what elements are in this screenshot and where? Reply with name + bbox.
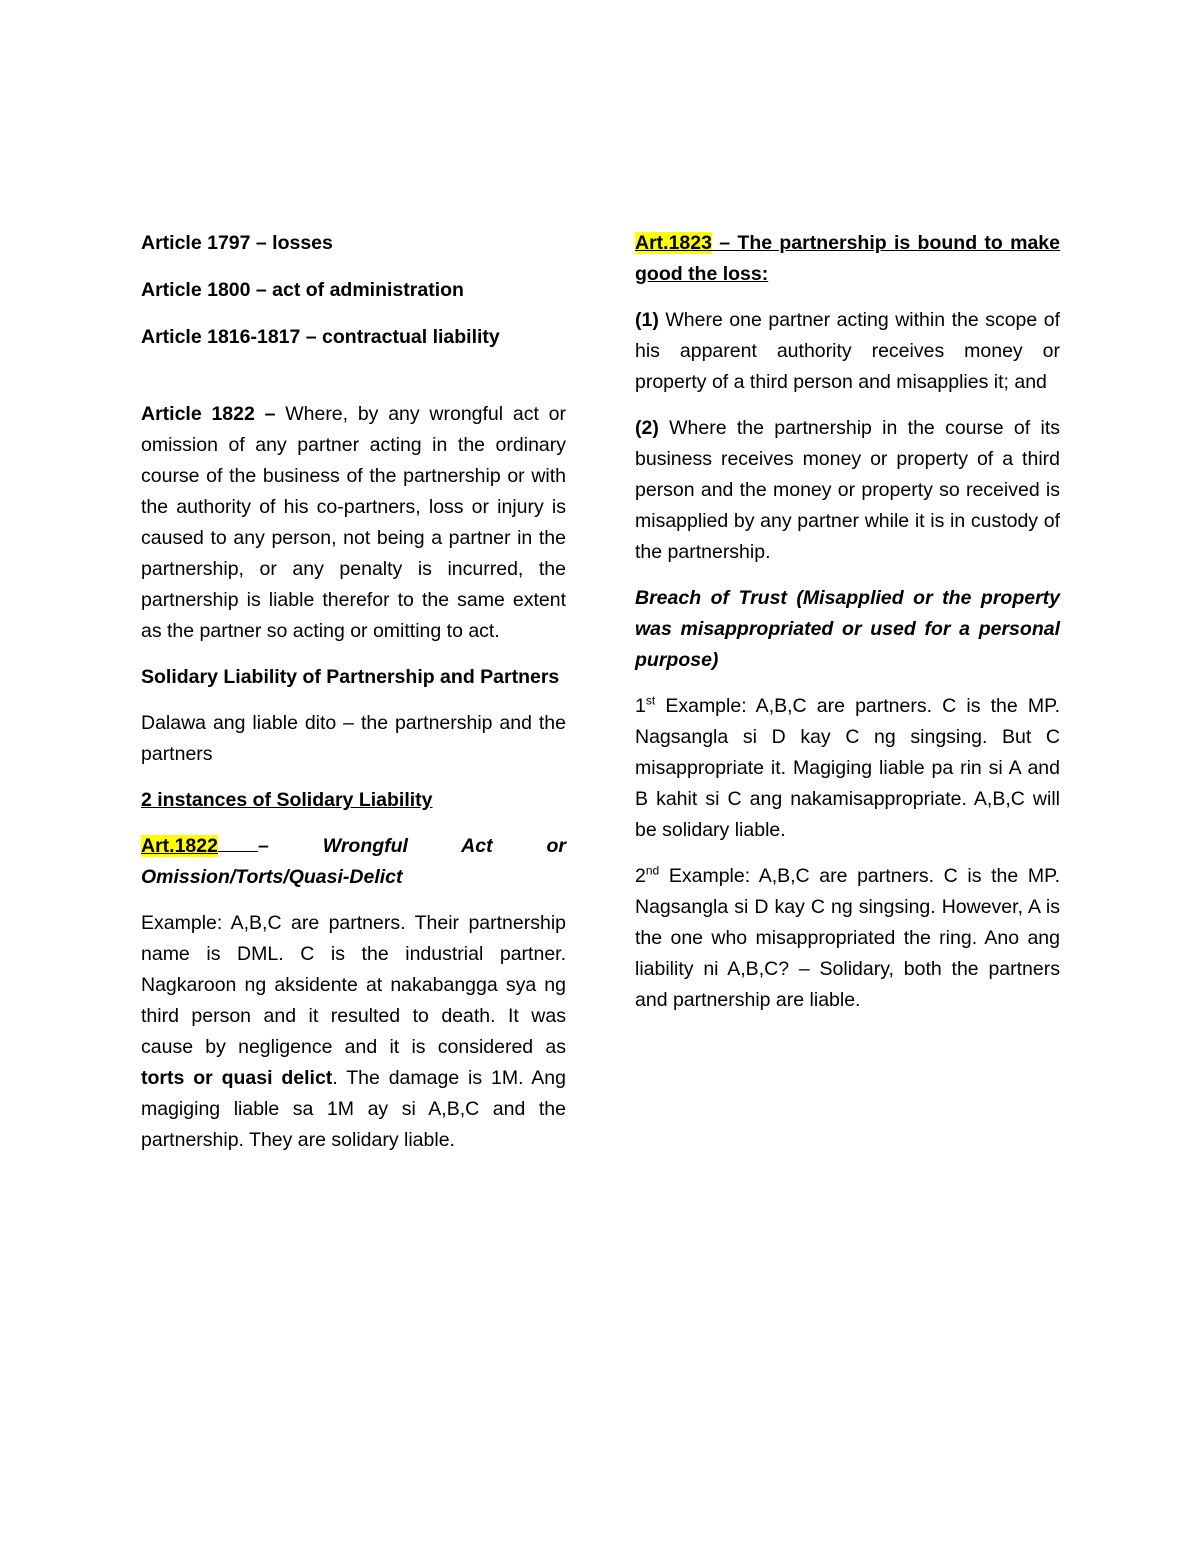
art-1823-heading [635, 228, 1060, 290]
example-text-2: . The damage is 1M. Ang magiging liable sa 1M ay si A,B,C and the partnership. They are solidary liable. [141, 1067, 567, 1151]
article-1822-text: Where, by any wrongful act or omission of any partner acting in the ordinary course of the business of the partnership or with the authority of his co-partners, loss or injury is caused to any person, not being a partner in the partnership, or any penalty is incurred, the partnership is liable therefor to the same extent as the partner so acting or omitting to act. [141, 403, 566, 642]
example-1-paragraph [635, 691, 1060, 846]
art-1822-dash: – [257, 835, 269, 857]
left-column [141, 228, 566, 1171]
instances-heading: 2 instances of Solidary Liability [141, 789, 433, 811]
example-2-number: 2 [635, 865, 646, 887]
solidary-liability-heading: Solidary Liability of Partnership and Partners [141, 666, 560, 688]
article-1800-line: Article 1800 – act of administration [141, 279, 464, 301]
item-1-text: Where one partner acting within the scope of his apparent authority receives money or property of a third person and misapplies it; and [635, 309, 1060, 393]
right-column [635, 228, 1060, 1031]
item-2-number: (2) [635, 417, 659, 439]
article-1797-line: Article 1797 – losses [141, 232, 333, 254]
example-bold-term: torts or quasi delict [141, 1067, 333, 1089]
item-1-number: (1) [635, 309, 659, 331]
example-2-ordinal: nd [645, 863, 660, 878]
article-1822-label: Article 1822 – [141, 403, 276, 425]
breach-of-trust-heading: Breach of Trust (Misapplied or the property was misappropriated or used for a personal purpose) [635, 587, 1060, 671]
example-paragraph [141, 908, 566, 1156]
example-2-text: Example: A,B,C are partners. C is the MP. Nagsangla si D kay C ng singsing. However, A is the one who misappropriated the ring. Ano ang liability ni A,B,C? – Solidary, both the partners and partnership are liable. [635, 865, 1060, 1011]
example-1-text: Example: A,B,C are partners. C is the MP. Nagsangla si D kay C ng singsing. But C misappropriate it. Magiging liable pa rin si A and B kahit si C ang nakamisappropriate. A,B,C will be solidary liable. [635, 695, 1060, 841]
underline-gap [218, 831, 258, 852]
article-1816-1817-line: Article 1816-1817 – contractual liability [141, 326, 500, 348]
art-1823-ref: Art.1823 [635, 232, 712, 254]
example-2-paragraph [635, 861, 1060, 1016]
example-text-1: Example: A,B,C are partners. Their partnership name is DML. C is the industrial partner. Nagkaroon ng aksidente at nakabangga sya ng third person and it resulted to death. It was cause by negligence and it is considered as [141, 912, 566, 1058]
example-1-number: 1 [635, 695, 646, 717]
art-1822-ref: Art.1822 [141, 835, 218, 857]
example-1-ordinal: st [645, 693, 656, 708]
item-1-paragraph [635, 305, 1060, 398]
article-1822-paragraph [141, 399, 566, 647]
item-2-paragraph [635, 413, 1060, 568]
art-1822-title: Wrongful Act or Omission/Torts/Quasi-Delict [141, 835, 567, 888]
dalawa-paragraph: Dalawa ang liable dito – the partnership and the partners [141, 712, 566, 765]
art-1822-heading [141, 831, 566, 893]
art-1823-heading-text: – The partnership is bound to make good the loss: [635, 232, 1060, 285]
item-2-text: Where the partnership in the course of its business receives money or property of a third person and the money or property so received is misapplied by any partner while it is in custody of the partnership. [635, 417, 1060, 563]
